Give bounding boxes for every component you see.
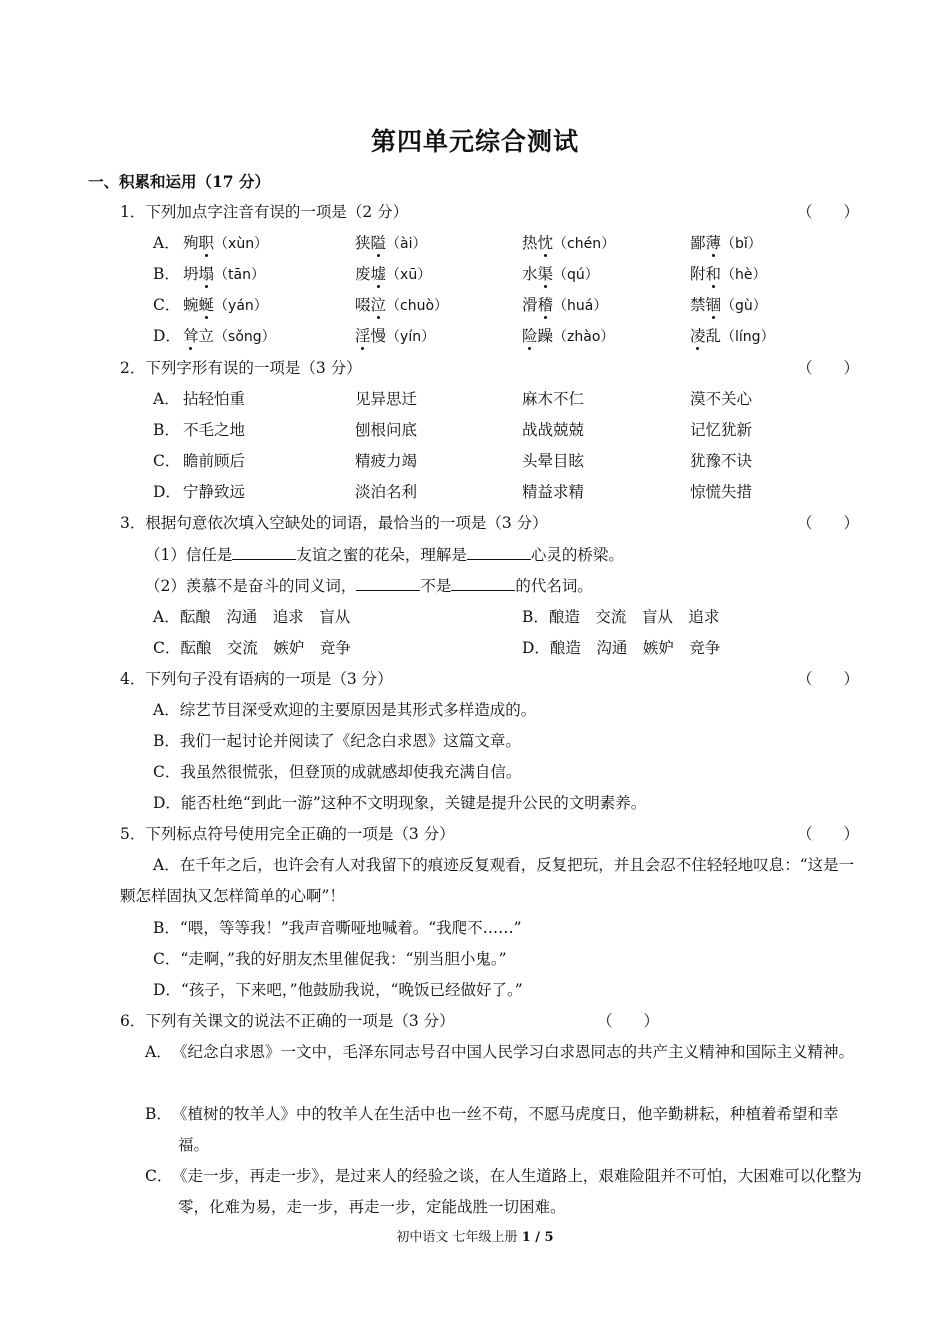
word-item: 记忆犹新 bbox=[690, 421, 753, 439]
question-6-option-a: 《纪念白求恩》一文中，毛泽东同志号召中国人民学习白求恩同志的共产主义精神和国际主义精神。 bbox=[172, 1043, 855, 1061]
answer-paren-5: （ ） bbox=[797, 825, 860, 843]
blank-line bbox=[356, 575, 420, 591]
question-3-option-b: B．酿造 交流 盲从 追求 bbox=[522, 608, 720, 626]
pinyin-item: 蜿蜒（yán） bbox=[183, 296, 268, 314]
word-item: 拈轻怕重 bbox=[183, 390, 246, 408]
word-item: 漠不关心 bbox=[690, 390, 753, 408]
word-item: 精益求精 bbox=[522, 483, 585, 501]
pinyin-item: 耸立（sǒng） bbox=[183, 327, 276, 345]
blank-line bbox=[451, 575, 515, 591]
option-letter: A． bbox=[153, 234, 180, 252]
question-5-stem: 5．下列标点符号使用完全正确的一项是（3 分） bbox=[120, 825, 455, 843]
word-item: 惊慌失措 bbox=[690, 483, 753, 501]
question-4-option-a: A．综艺节目深受欢迎的主要原因是其形式多样造成的。 bbox=[153, 701, 537, 719]
word-item: 刨根问底 bbox=[355, 421, 418, 439]
question-6-option-c: 《走一步，再走一步》，是过来人的经验之谈，在人生道路上，艰难险阻并不可怕，大困难可以化整为零，化难为易，走一步，再走一步，定能战胜一切困难。 bbox=[172, 1167, 862, 1216]
word-item: 瞻前顾后 bbox=[183, 452, 246, 470]
question-3-stem: 3．根据句意依次填入空缺处的词语，最恰当的一项是（3 分） bbox=[120, 514, 548, 532]
question-5-option-b: B．“喂，等等我！”我声音嘶哑地喊着。“我爬不……” bbox=[153, 919, 522, 937]
word-item: 麻木不仁 bbox=[522, 390, 585, 408]
pinyin-item: 啜泣（chuò） bbox=[355, 296, 449, 314]
question-3-option-c: C．酝酿 交流 嫉妒 竞争 bbox=[153, 639, 351, 657]
word-item: 精疲力竭 bbox=[355, 452, 418, 470]
word-item: 头晕目眩 bbox=[522, 452, 585, 470]
answer-paren-2: （ ） bbox=[797, 359, 860, 377]
pinyin-item: 狭隘（ài） bbox=[355, 234, 427, 252]
answer-paren-1: （ ） bbox=[797, 203, 860, 221]
pinyin-item: 淫慢（yín） bbox=[355, 327, 436, 345]
question-3-option-d: D．酿造 沟通 嫉妒 竞争 bbox=[522, 639, 721, 657]
answer-paren-6: （ ） bbox=[597, 1012, 660, 1030]
page-title: 第四单元综合测试 bbox=[370, 127, 579, 156]
section-heading: 一、积累和运用（17 分） bbox=[88, 172, 270, 191]
pinyin-item: 禁锢（gù） bbox=[690, 296, 767, 314]
page-footer: 初中语文 七年级上册 1 / 5 bbox=[396, 1230, 554, 1245]
option-letter: D． bbox=[153, 483, 181, 501]
option-letter: D． bbox=[153, 327, 181, 345]
page-number: 1 / 5 bbox=[521, 1230, 554, 1245]
question-1-stem: 1．下列加点字注音有误的一项是（2 分） bbox=[120, 203, 409, 221]
question-3-sentence-2: （2）羡慕不是奋斗的同义词， 不是 的代名词。 bbox=[145, 577, 593, 595]
question-5-option-a: A．在千年之后，也许会有人对我留下的痕迹反复观看，反复把玩，并且会忍不住轻轻地叹息：“这是一颗怎样固执又怎样简单的心啊”！ bbox=[120, 856, 855, 905]
question-4-stem: 4．下列句子没有语病的一项是（3 分） bbox=[120, 670, 393, 688]
pinyin-item: 坍塌（tān） bbox=[183, 265, 265, 283]
word-item: 淡泊名利 bbox=[355, 483, 418, 501]
word-item: 宁静致远 bbox=[183, 483, 246, 501]
question-6-stem: 6．下列有关课文的说法不正确的一项是（3 分） bbox=[120, 1012, 455, 1030]
word-item: 见异思迁 bbox=[355, 390, 418, 408]
pinyin-item: 热忱（chén） bbox=[522, 234, 616, 252]
option-letter: B． bbox=[153, 265, 180, 283]
question-6-option-b-letter: B． bbox=[145, 1105, 172, 1123]
question-4-option-c: C．我虽然很慌张，但登顶的成就感却使我充满自信。 bbox=[153, 763, 522, 781]
word-item: 不毛之地 bbox=[183, 421, 246, 439]
pinyin-item: 险躁（zhào） bbox=[522, 327, 615, 345]
pinyin-item: 水渠（qú） bbox=[522, 265, 599, 283]
question-4-option-b: B．我们一起讨论并阅读了《纪念白求恩》这篇文章。 bbox=[153, 732, 521, 750]
pinyin-item: 滑稽（huá） bbox=[522, 296, 608, 314]
blank-line bbox=[232, 544, 296, 560]
answer-paren-3: （ ） bbox=[797, 514, 860, 532]
answer-paren-4: （ ） bbox=[797, 670, 860, 688]
pinyin-item: 鄙薄（bǐ） bbox=[690, 234, 762, 252]
word-item: 战战兢兢 bbox=[522, 421, 585, 439]
option-letter: B． bbox=[153, 421, 180, 439]
question-5-option-c: C．“走啊，”我的好朋友杰里催促我：“别当胆小鬼。” bbox=[153, 950, 507, 968]
question-4-option-d: D．能否杜绝“到此一游”这种不文明现象，关键是提升公民的文明素养。 bbox=[153, 794, 647, 812]
blank-line bbox=[467, 544, 531, 560]
question-3-sentence-1: （1）信任是 友谊之蜜的花朵，理解是 心灵的桥梁。 bbox=[145, 546, 624, 564]
question-3-option-a: A．酝酿 沟通 追求 盲从 bbox=[153, 608, 351, 626]
question-2-stem: 2．下列字形有误的一项是（3 分） bbox=[120, 359, 362, 377]
question-6-option-c-letter: C． bbox=[145, 1167, 173, 1185]
option-letter: A． bbox=[153, 390, 180, 408]
pinyin-item: 殉职（xùn） bbox=[183, 234, 269, 252]
word-item: 犹豫不诀 bbox=[690, 452, 753, 470]
question-6-option-b: 《植树的牧羊人》中的牧羊人在生活中也一丝不苟，不愿马虎度日，他辛勤耕耘，种植着希望和幸福。 bbox=[172, 1105, 839, 1154]
pinyin-item: 废墟（xū） bbox=[355, 265, 432, 283]
pinyin-item: 附和（hè） bbox=[690, 265, 767, 283]
option-letter: C． bbox=[153, 452, 181, 470]
pinyin-item: 凌乱（líng） bbox=[690, 327, 775, 345]
question-6-option-a-letter: A． bbox=[145, 1043, 172, 1061]
option-letter: C． bbox=[153, 296, 181, 314]
question-5-option-d: D．“孩子，下来吧，”他鼓励我说，“晚饭已经做好了。” bbox=[153, 981, 523, 999]
